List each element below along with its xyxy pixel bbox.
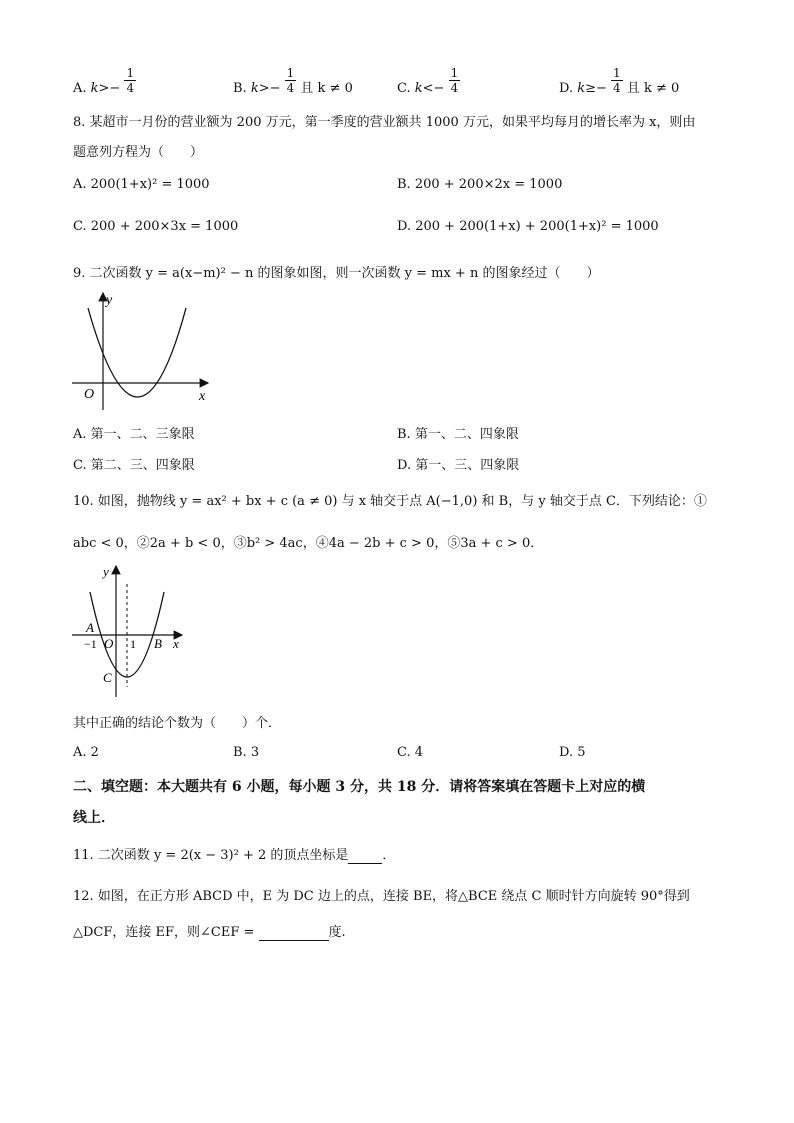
q12-stem-line1: 12. 如图，在正方形 ABCD 中，E 为 DC 边上的点，连接 BE，将△BCE 绕点 C 顺时针方向旋转 90°得到 — [73, 889, 690, 904]
q11 — [73, 844, 395, 864]
q10-parabola-graph — [70, 562, 188, 702]
q8-stem-line2: 题意列方程为（ ） — [73, 145, 204, 160]
q12-stem-line2 — [73, 921, 346, 941]
q7-option-d — [559, 66, 679, 100]
option-label: C. — [397, 81, 415, 96]
q12-answer-blank[interactable] — [259, 925, 329, 941]
q7-option-a — [73, 66, 136, 100]
q9-option-b: B. 第一、二、四象限 — [397, 427, 519, 442]
frac-num: 1 — [286, 66, 295, 80]
q10-tail: 其中正确的结论个数为（ ）个． — [73, 716, 282, 731]
y-axis-label: y — [103, 564, 109, 579]
option-expr: k<− — [414, 81, 445, 96]
q11-suffix: ． — [382, 848, 396, 863]
frac-num: 1 — [450, 66, 459, 80]
one-label: 1 — [130, 637, 136, 651]
y-axis-label: y — [106, 293, 113, 308]
point-b-label: B — [154, 636, 162, 651]
option-expr: k≥− — [577, 81, 607, 96]
q8-option-a: A. 200(1+x)² = 1000 — [73, 177, 210, 192]
origin-label: O — [104, 636, 114, 651]
point-a-label: A — [86, 620, 94, 635]
point-c-label: C — [103, 670, 112, 685]
option-expr: k>− — [250, 81, 281, 96]
q8-option-c: C. 200 + 200×3x = 1000 — [73, 219, 239, 234]
option-label: A. — [73, 81, 91, 96]
q10-option-d: D. 5 — [559, 745, 586, 760]
q9-parabola-graph — [66, 288, 216, 414]
q11-answer-blank[interactable] — [348, 848, 382, 864]
q7-option-b — [233, 66, 353, 100]
option-label: D. — [559, 81, 578, 96]
option-tail: 且 k ≠ 0 — [626, 81, 680, 96]
section-2-heading-line2: 线上． — [73, 810, 115, 826]
q8-stem-line1: 8. 某超市一月份的营业额为 200 万元，第一季度的营业额共 1000 万元，如果平均每月的增长率为 x，则由 — [73, 115, 696, 130]
q12-suffix: 度. — [328, 925, 346, 940]
frac-den: 4 — [286, 81, 295, 95]
q8-option-b: B. 200 + 200×2x = 1000 — [397, 177, 563, 192]
q10-stem-line1: 10. 如图，抛物线 y = ax² + bx + c (a ≠ 0) 与 x 轴交于点 A(−1,0) 和 B，与 y 轴交于点 C．下列结论：① — [73, 494, 707, 509]
q10-option-c: C. 4 — [397, 745, 424, 760]
q8-option-d: D. 200 + 200(1+x) + 200(1+x)² = 1000 — [397, 219, 659, 234]
x-axis-label: x — [173, 636, 179, 651]
q11-prefix: 11. 二次函数 y = 2(x − 3)² + 2 的顶点坐标是 — [73, 848, 349, 863]
x-axis-label: x — [199, 389, 206, 404]
q10-stem-line2: abc < 0，②2a + b < 0，③b² > 4ac，④4a − 2b + c > 0，⑤3a + c > 0． — [73, 536, 544, 551]
frac-den: 4 — [450, 81, 459, 95]
q10-option-b: B. 3 — [233, 745, 260, 760]
origin-label: O — [84, 387, 95, 402]
q12-prefix: △DCF，连接 EF，则∠CEF = — [73, 925, 255, 940]
frac-num: 1 — [126, 66, 135, 80]
q9-option-c: C. 第二、三、四象限 — [73, 458, 195, 473]
q9-option-d: D. 第一、三、四象限 — [397, 458, 520, 473]
option-label: B. — [233, 81, 251, 96]
neg-one-label: −1 — [84, 637, 97, 651]
frac-den: 4 — [126, 81, 135, 95]
q9-stem: 9. 二次函数 y = a(x−m)² − n 的图象如图，则一次函数 y = mx + n 的图象经过（ ） — [73, 266, 600, 281]
option-tail: 且 k ≠ 0 — [300, 81, 353, 96]
frac-den: 4 — [613, 81, 621, 95]
q9-option-a: A. 第一、二、三象限 — [73, 427, 195, 442]
frac-num: 1 — [613, 66, 621, 80]
section-2-heading-line1: 二、填空题：本大题共有 6 小题，每小题 3 分，共 18 分．请将答案填在答题卡上对应的横 — [73, 779, 646, 795]
q7-option-c — [397, 66, 460, 100]
q10-option-a: A. 2 — [73, 745, 99, 760]
option-expr: k>− — [90, 81, 121, 96]
